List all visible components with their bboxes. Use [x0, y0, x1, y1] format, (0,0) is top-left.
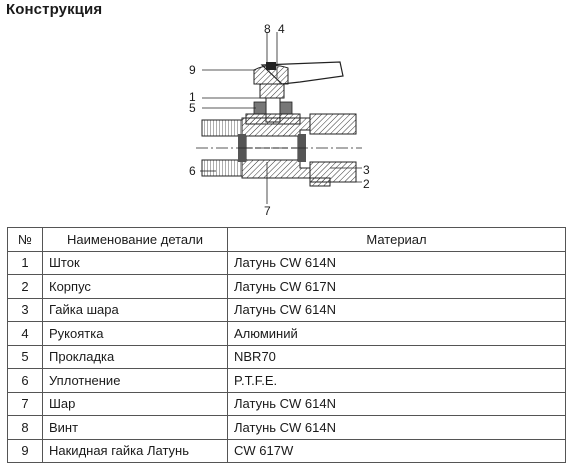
- row-name: Уплотнение: [43, 369, 228, 393]
- table-row: [8, 345, 566, 369]
- callout-7: 7: [264, 204, 271, 218]
- row-name: Гайка шара: [43, 298, 228, 322]
- row-num: 2: [8, 275, 43, 299]
- row-num: 3: [8, 298, 43, 322]
- callout-5: 5: [189, 101, 196, 115]
- callout-2: 2: [363, 177, 370, 191]
- callout-4: 4: [278, 22, 285, 36]
- row-num: 5: [8, 345, 43, 369]
- row-material: Латунь CW 614N: [228, 416, 566, 440]
- ball-valve-drawing: [180, 18, 390, 223]
- table-row: [8, 275, 566, 299]
- table-header-row: [8, 228, 566, 252]
- header-material: Материал: [228, 228, 566, 252]
- table-row: [8, 251, 566, 275]
- row-name: Накидная гайка Латунь: [43, 439, 228, 463]
- row-num: 7: [8, 392, 43, 416]
- row-name: Корпус: [43, 275, 228, 299]
- row-num: 4: [8, 322, 43, 346]
- table-row: [8, 439, 566, 463]
- row-name: Прокладка: [43, 345, 228, 369]
- row-name: Винт: [43, 416, 228, 440]
- table-row: [8, 369, 566, 393]
- table-row: [8, 322, 566, 346]
- callout-3: 3: [363, 163, 370, 177]
- table-row: [8, 416, 566, 440]
- section-title: Конструкция: [6, 1, 103, 18]
- row-material: Алюминий: [228, 322, 566, 346]
- row-num: 8: [8, 416, 43, 440]
- row-material: Латунь CW 614N: [228, 251, 566, 275]
- row-num: 6: [8, 369, 43, 393]
- row-material: Латунь CW 617N: [228, 275, 566, 299]
- row-material: Латунь CW 614N: [228, 392, 566, 416]
- row-material: P.T.F.E.: [228, 369, 566, 393]
- table-row: [8, 298, 566, 322]
- callout-1: 1: [189, 90, 196, 104]
- header-num: №: [8, 228, 43, 252]
- row-material: Латунь CW 614N: [228, 298, 566, 322]
- row-num: 1: [8, 251, 43, 275]
- header-name: Наименование детали: [43, 228, 228, 252]
- row-material: NBR70: [228, 345, 566, 369]
- row-material: CW 617W: [228, 439, 566, 463]
- callout-8: 8: [264, 22, 271, 36]
- row-name: Рукоятка: [43, 322, 228, 346]
- parts-table: [7, 227, 566, 463]
- row-name: Шток: [43, 251, 228, 275]
- callout-9: 9: [189, 63, 196, 77]
- row-name: Шар: [43, 392, 228, 416]
- table-row: [8, 392, 566, 416]
- row-num: 9: [8, 439, 43, 463]
- callout-6: 6: [189, 164, 196, 178]
